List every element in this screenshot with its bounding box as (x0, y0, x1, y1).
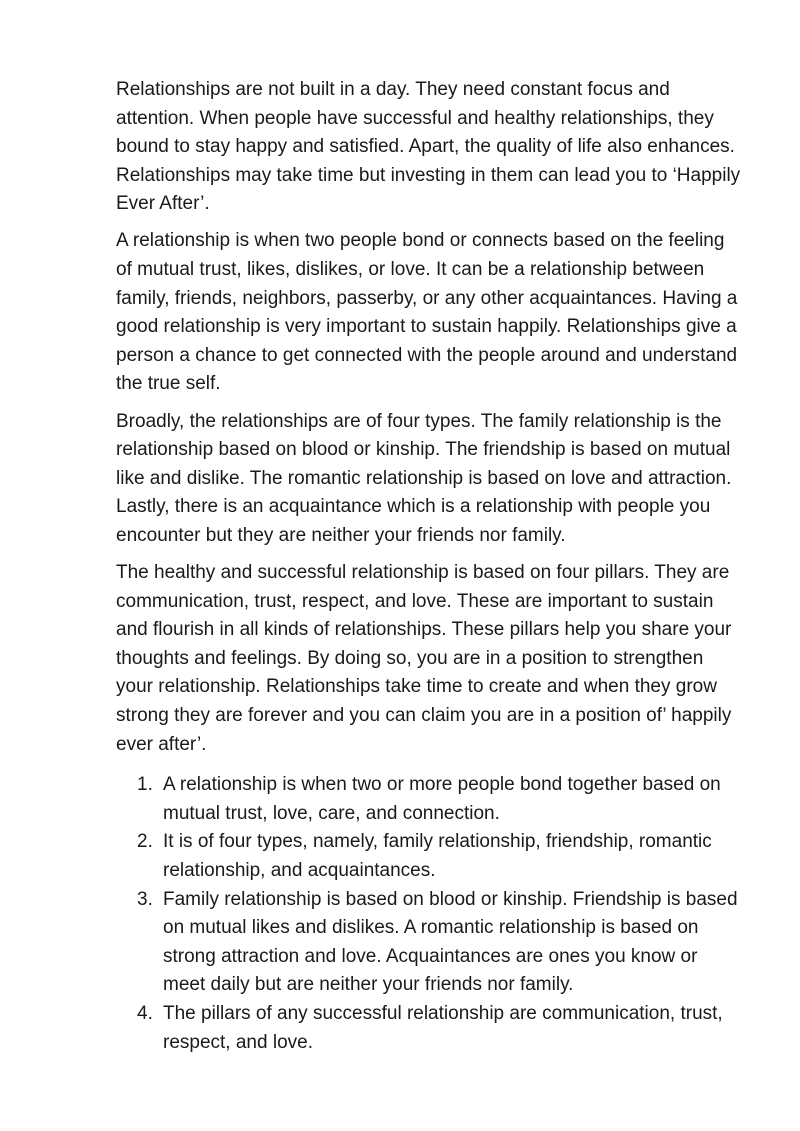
list-item-text: Family relationship is based on blood or kinship. Friendship is based on mutual likes and dislikes. A romantic relationship is based on strong attraction and love. Acquaintances are ones you know or meet daily but are neither your friends nor family. (163, 888, 738, 996)
list-item-text: It is of four types, namely, family relationship, friendship, romantic relationship, and acquaintances. (163, 831, 712, 881)
list-item-text: A relationship is when two or more people bond together based on mutual trust, love, care, and connection. (163, 774, 721, 824)
paragraph-3: Broadly, the relationships are of four types. The family relationship is the relationship based on blood or kinship. The friendship is based on mutual like and dislike. The romantic relationship is based on love and attraction. Lastly, there is an acquaintance which is a relationship with people you encounter but they are neither your friends nor family. (116, 410, 732, 546)
list-item-number: 4. (137, 1002, 153, 1024)
summary-list (116, 771, 742, 1057)
list-item (116, 771, 742, 828)
list-item (116, 828, 742, 885)
document-body (116, 76, 742, 1057)
list-item-number: 1. (137, 774, 153, 796)
list-item-text: The pillars of any successful relationship are communication, trust, respect, and love. (163, 1002, 723, 1053)
list-item (116, 1000, 742, 1057)
list-item-number: 3. (137, 888, 153, 910)
list-item (116, 886, 742, 1000)
paragraph-4: The healthy and successful relationship is based on four pillars. They are communication, trust, respect, and love. These are important to sustain and flourish in all kinds of relationships. These pillars help you share your thoughts and feelings. By doing so, you are in a position to strengthen your relationship. Relationships take time to create and when they grow strong they are forever and you can claim you are in a position of’ happily ever after’. (116, 562, 732, 755)
list-item-number: 2. (137, 831, 153, 853)
paragraph-1: Relationships are not built in a day. They need constant focus and attention. When people have successful and healthy relationships, they bound to stay happy and satisfied. Apart, the quality of life also enhances. Relationships may take time but investing in them can lead you to ‘Happily Ever After’. (116, 79, 741, 215)
paragraph-2: A relationship is when two people bond or connects based on the feeling of mutual trust, likes, dislikes, or love. It can be a relationship between family, friends, neighbors, passerby, or any other acquaintances. Having a good relationship is very important to sustain happily. Relationships give a person a chance to get connected with the people around and understand the true self. (116, 230, 738, 395)
